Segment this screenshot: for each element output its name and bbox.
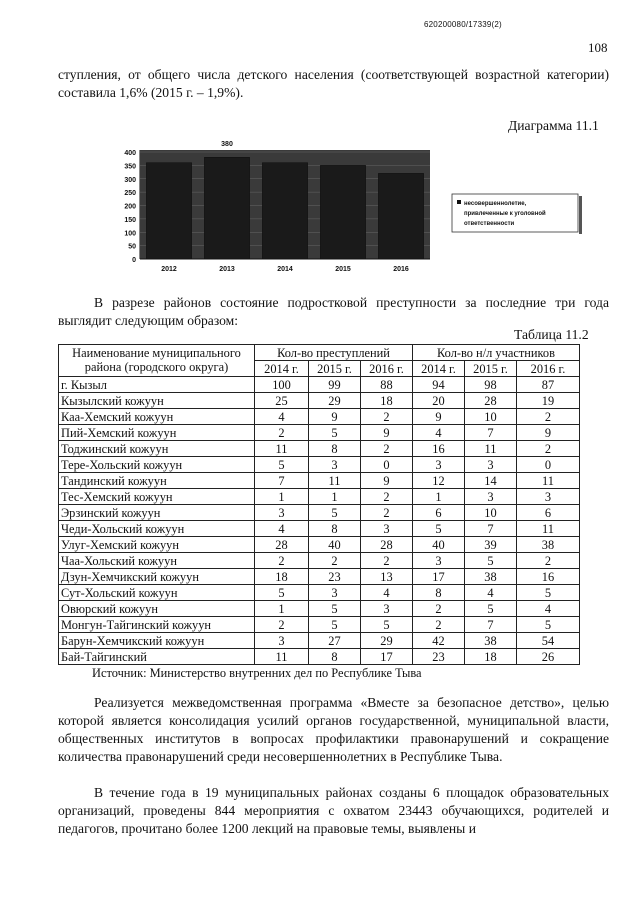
crimes-cell: 17 [361, 649, 413, 665]
participants-cell: 11 [517, 473, 580, 489]
participants-cell: 11 [517, 521, 580, 537]
participants-cell: 98 [465, 377, 517, 393]
participants-cell: 6 [517, 505, 580, 521]
table-row [59, 521, 580, 537]
header-participants-2015: 2015 г. [465, 361, 517, 377]
crimes-cell: 8 [309, 441, 361, 457]
crimes-cell: 5 [255, 585, 309, 601]
x-tick-label: 2015 [335, 266, 351, 273]
header-participants-2016: 2016 г. [517, 361, 580, 377]
participants-cell: 9 [413, 409, 465, 425]
bar-chart [108, 138, 588, 280]
table-row [59, 409, 580, 425]
y-tick-label: 400 [124, 150, 136, 157]
participants-cell: 5 [465, 553, 517, 569]
participants-cell: 4 [413, 425, 465, 441]
legend-label-line: привлеченные к уголовной [464, 211, 546, 217]
district-name-cell: Каа-Хемский кожуун [59, 409, 255, 425]
table-caption: Таблица 11.2 [514, 327, 589, 342]
crimes-cell: 3 [309, 585, 361, 601]
crimes-cell: 40 [309, 537, 361, 553]
district-name-cell: Бай-Тайгинский [59, 649, 255, 665]
header-district-name: Наименование муниципального района (городского округа) [59, 345, 255, 377]
crimes-cell: 27 [309, 633, 361, 649]
participants-cell: 7 [465, 521, 517, 537]
crimes-cell: 28 [255, 537, 309, 553]
participants-cell: 4 [465, 585, 517, 601]
crimes-cell: 2 [361, 505, 413, 521]
header-crimes-2014: 2014 г. [255, 361, 309, 377]
table-row [59, 489, 580, 505]
x-tick-label: 2012 [161, 266, 177, 273]
table-body [59, 377, 580, 665]
bar-2014 [262, 163, 307, 259]
crimes-cell: 88 [361, 377, 413, 393]
participants-cell: 5 [517, 617, 580, 633]
crimes-cell: 23 [309, 569, 361, 585]
participants-cell: 3 [517, 489, 580, 505]
section-paragraph: В разрезе районов состояние подростковой преступности за последние три года выглядит следующим образом: [58, 295, 609, 328]
crimes-cell: 4 [255, 521, 309, 537]
legend-shadow [579, 196, 582, 234]
participants-cell: 38 [465, 633, 517, 649]
participants-cell: 39 [465, 537, 517, 553]
bar-2015 [320, 165, 365, 259]
crimes-cell: 99 [309, 377, 361, 393]
district-name-cell: Сут-Хольский кожуун [59, 585, 255, 601]
header-crimes-2016: 2016 г. [361, 361, 413, 377]
crimes-cell: 2 [309, 553, 361, 569]
participants-cell: 10 [465, 505, 517, 521]
participants-cell: 18 [465, 649, 517, 665]
x-tick-label: 2013 [219, 266, 235, 273]
district-name-cell: Эрзинский кожуун [59, 505, 255, 521]
participants-cell: 94 [413, 377, 465, 393]
table-row [59, 505, 580, 521]
participants-cell: 2 [517, 409, 580, 425]
participants-cell: 4 [517, 601, 580, 617]
y-tick-label: 100 [124, 230, 136, 238]
x-tick-label: 2014 [277, 266, 293, 273]
participants-cell: 20 [413, 393, 465, 409]
district-name-cell: Монгун-Тайгинский кожуун [59, 617, 255, 633]
bar-2012 [146, 163, 191, 259]
table-row [59, 473, 580, 489]
crimes-cell: 25 [255, 393, 309, 409]
crimes-cell: 2 [255, 617, 309, 633]
diagram-caption: Диаграмма 11.1 [508, 118, 599, 133]
district-name-cell: Кызылский кожуун [59, 393, 255, 409]
participants-cell: 2 [413, 617, 465, 633]
participants-cell: 87 [517, 377, 580, 393]
header-crimes-2015: 2015 г. [309, 361, 361, 377]
crimes-cell: 2 [361, 441, 413, 457]
table-row [59, 537, 580, 553]
district-name-cell: Чеди-Хольский кожуун [59, 521, 255, 537]
participants-cell: 54 [517, 633, 580, 649]
district-name-cell: Тоджинский кожуун [59, 441, 255, 457]
crimes-cell: 29 [361, 633, 413, 649]
data-label: 380 [221, 141, 233, 148]
y-tick-label: 200 [124, 203, 136, 211]
participants-cell: 3 [413, 457, 465, 473]
crimes-cell: 11 [255, 441, 309, 457]
crimes-cell: 1 [255, 601, 309, 617]
x-tick-label: 2016 [393, 266, 409, 273]
participants-cell: 23 [413, 649, 465, 665]
document-id: 620200080/17339(2) [424, 20, 502, 29]
participants-cell: 7 [465, 425, 517, 441]
participants-cell: 28 [465, 393, 517, 409]
participants-cell: 42 [413, 633, 465, 649]
crimes-cell: 29 [309, 393, 361, 409]
crimes-cell: 11 [255, 649, 309, 665]
district-name-cell: Барун-Хемчикский кожуун [59, 633, 255, 649]
crimes-cell: 18 [361, 393, 413, 409]
participants-cell: 38 [517, 537, 580, 553]
crimes-cell: 2 [361, 553, 413, 569]
table-row [59, 585, 580, 601]
crimes-cell: 5 [309, 617, 361, 633]
crimes-cell: 100 [255, 377, 309, 393]
table-row [59, 441, 580, 457]
participants-cell: 40 [413, 537, 465, 553]
participants-cell: 9 [517, 425, 580, 441]
crimes-cell: 8 [309, 649, 361, 665]
y-tick-label: 0 [132, 257, 136, 264]
x-axis [140, 259, 430, 273]
participants-cell: 5 [465, 601, 517, 617]
crimes-cell: 5 [309, 505, 361, 521]
participants-cell: 5 [413, 521, 465, 537]
y-axis [124, 150, 140, 264]
chart-legend [452, 194, 582, 234]
chart-svg [108, 138, 588, 280]
crimes-cell: 0 [361, 457, 413, 473]
participants-cell: 1 [413, 489, 465, 505]
table-row [59, 569, 580, 585]
crimes-cell: 8 [309, 521, 361, 537]
header-crimes: Кол-во преступлений [255, 345, 413, 361]
participants-cell: 0 [517, 457, 580, 473]
crimes-cell: 11 [309, 473, 361, 489]
y-tick-label: 350 [124, 163, 136, 171]
legend-swatch [457, 200, 461, 204]
participants-cell: 3 [465, 457, 517, 473]
y-tick-label: 150 [124, 216, 136, 224]
crimes-cell: 3 [255, 633, 309, 649]
crimes-cell: 13 [361, 569, 413, 585]
district-name-cell: г. Кызыл [59, 377, 255, 393]
table-row [59, 617, 580, 633]
district-name-cell: Тере-Хольский кожуун [59, 457, 255, 473]
participants-cell: 3 [465, 489, 517, 505]
participants-cell: 11 [465, 441, 517, 457]
legend-label-line: ответственности [464, 221, 515, 227]
district-name-cell: Тес-Хемский кожуун [59, 489, 255, 505]
participants-cell: 5 [517, 585, 580, 601]
participants-cell: 3 [413, 553, 465, 569]
crimes-cell: 3 [309, 457, 361, 473]
participants-cell: 7 [465, 617, 517, 633]
legend-label-line: несовершеннолетие, [464, 201, 527, 207]
participants-cell: 2 [517, 441, 580, 457]
table-row [59, 393, 580, 409]
paragraph-program: Реализуется межведомственная программа «Вместе за безопасное детство», целью которой является консолидация усилий органов государственной, муниципальной власти, общественных институтов в вопросах профилактики правонарушений и сокращение количества правонарушений среди несовершеннолетних в Республике Тыва. [58, 695, 609, 764]
crimes-cell: 5 [309, 601, 361, 617]
crimes-cell: 1 [255, 489, 309, 505]
bar-2016 [378, 173, 423, 259]
crimes-cell: 4 [361, 585, 413, 601]
crimes-cell: 2 [255, 553, 309, 569]
participants-cell: 38 [465, 569, 517, 585]
district-name-cell: Пий-Хемский кожуун [59, 425, 255, 441]
district-name-cell: Дзун-Хемчикский кожуун [59, 569, 255, 585]
plot-area [140, 141, 430, 259]
crimes-cell: 9 [309, 409, 361, 425]
y-tick-label: 250 [124, 190, 136, 198]
district-name-cell: Овюрский кожуун [59, 601, 255, 617]
table-row [59, 425, 580, 441]
participants-cell: 17 [413, 569, 465, 585]
participants-cell: 12 [413, 473, 465, 489]
table-row [59, 601, 580, 617]
participants-cell: 6 [413, 505, 465, 521]
crimes-cell: 5 [361, 617, 413, 633]
crimes-cell: 4 [255, 409, 309, 425]
page-number: 108 [588, 40, 608, 55]
crimes-cell: 5 [255, 457, 309, 473]
intro-paragraph: ступления, от общего числа детского населения (соответствующей возрастной категории) составила 1,6% (2015 г. – 1,9%). [58, 67, 609, 100]
participants-cell: 8 [413, 585, 465, 601]
participants-cell: 26 [517, 649, 580, 665]
district-name-cell: Чаа-Хольский кожуун [59, 553, 255, 569]
paragraph-activities: В течение года в 19 муниципальных районах созданы 6 площадок образовательных организаций, проведены 844 мероприятия с охватом 23443 обучающихся, родителей и педагогов, прочитано более 1200 лекций на правовые темы, выявлены и [58, 785, 609, 836]
header-participants: Кол-во н/л участников [413, 345, 580, 361]
table-row [59, 649, 580, 665]
participants-cell: 16 [517, 569, 580, 585]
table-row [59, 633, 580, 649]
participants-cell: 16 [413, 441, 465, 457]
crimes-cell: 3 [255, 505, 309, 521]
crimes-cell: 2 [255, 425, 309, 441]
participants-cell: 10 [465, 409, 517, 425]
crimes-cell: 9 [361, 425, 413, 441]
y-tick-label: 300 [124, 176, 136, 184]
districts-table [58, 344, 580, 665]
table-row [59, 377, 580, 393]
participants-cell: 19 [517, 393, 580, 409]
crimes-cell: 2 [361, 489, 413, 505]
crimes-cell: 3 [361, 601, 413, 617]
crimes-cell: 5 [309, 425, 361, 441]
crimes-cell: 18 [255, 569, 309, 585]
participants-cell: 2 [517, 553, 580, 569]
crimes-cell: 2 [361, 409, 413, 425]
crimes-cell: 3 [361, 521, 413, 537]
bar-2013 [204, 157, 249, 259]
crimes-cell: 7 [255, 473, 309, 489]
participants-cell: 14 [465, 473, 517, 489]
district-name-cell: Улуг-Хемский кожуун [59, 537, 255, 553]
y-tick-label: 50 [128, 243, 136, 251]
table-row [59, 553, 580, 569]
crimes-cell: 1 [309, 489, 361, 505]
district-name-cell: Тандинский кожуун [59, 473, 255, 489]
crimes-cell: 9 [361, 473, 413, 489]
table-source: Источник: Министерство внутренних дел по Республике Тыва [92, 666, 422, 680]
crimes-cell: 28 [361, 537, 413, 553]
table-row [59, 457, 580, 473]
header-participants-2014: 2014 г. [413, 361, 465, 377]
participants-cell: 2 [413, 601, 465, 617]
